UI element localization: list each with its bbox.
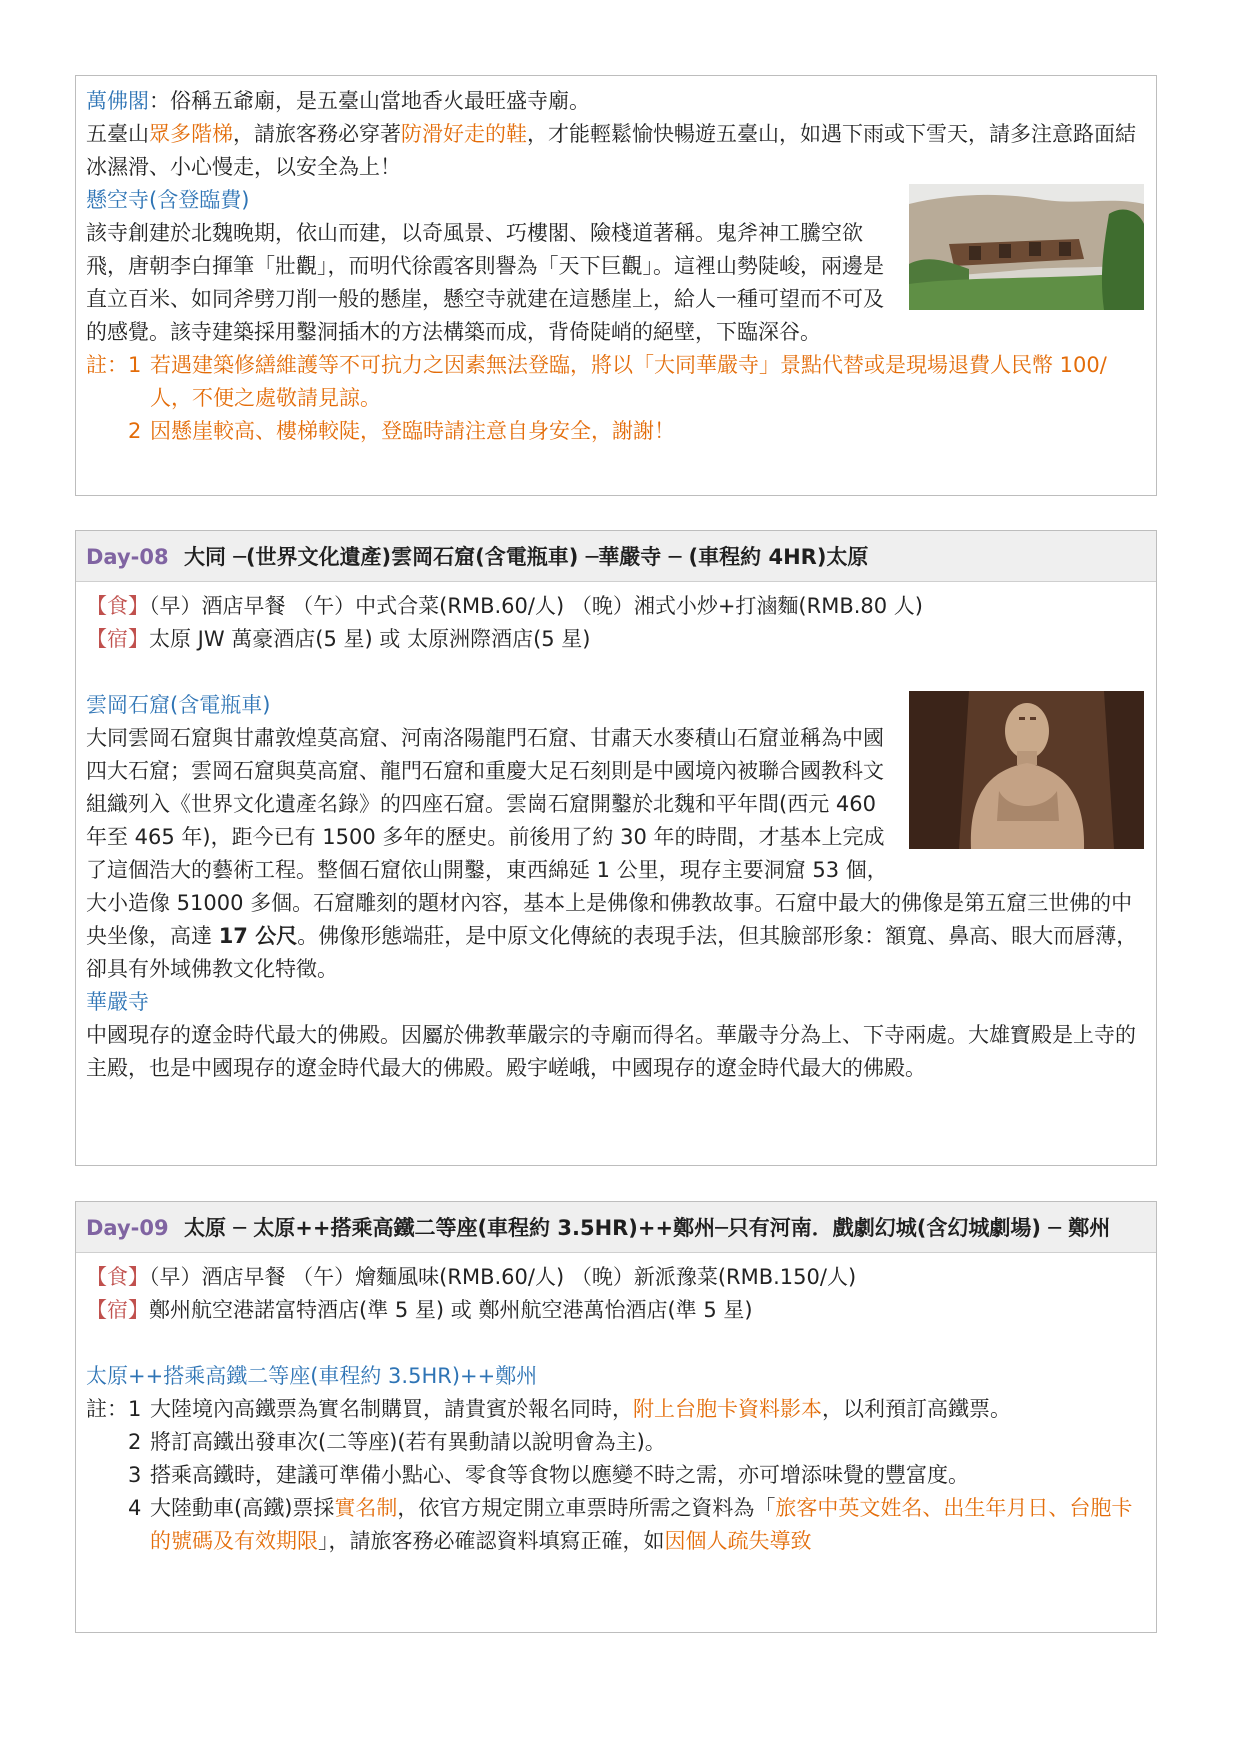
day-08-block bbox=[75, 530, 1157, 1166]
xuankong-title: 懸空寺(含登臨費) bbox=[86, 188, 250, 212]
stairs-tip: 五臺山眾多階梯，請旅客務必穿著防滑好走的鞋，才能輕鬆愉快暢遊五臺山，如遇下雨或下雪天，請多注意路面結冰濕滑、小心慢走，以安全為上！ bbox=[86, 122, 1136, 179]
hotel-tag: 【宿】 bbox=[86, 627, 149, 651]
day-title: 太原 ─ 太原++搭乘高鐵二等座(車程約 3.5HR)++鄭州─只有河南．戲劇幻城(含幻城劇場) ─ 鄭州 bbox=[184, 1216, 1111, 1240]
note-label: 註： bbox=[86, 353, 128, 377]
note-item: 4 大陸動車(高鐵)票採實名制，依官方規定開立車票時所需之資料為「旅客中英文姓名、出生年月日、台胞卡的號碼及有效期限」，請旅客務必確認資料填寫正確，如因個人疏失導致 bbox=[128, 1496, 1133, 1553]
yungang-buddha-photo bbox=[909, 691, 1144, 849]
meal-tag: 【食】 bbox=[86, 594, 149, 618]
day-label: Day-09 bbox=[86, 1216, 169, 1240]
hotel-tag: 【宿】 bbox=[86, 1298, 149, 1322]
note-item: 3 搭乘高鐵時，建議可準備小點心、零食等食物以應變不時之需，亦可增添味覺的豐富度。 bbox=[128, 1463, 969, 1487]
train-notes bbox=[86, 1393, 1144, 1558]
day-09-block bbox=[75, 1201, 1157, 1633]
day-08-header bbox=[76, 531, 1156, 582]
attraction-block-wutai bbox=[75, 75, 1157, 496]
note-label: 註： bbox=[86, 1397, 128, 1421]
huayan-description: 中國現存的遼金時代最大的佛殿。因屬於佛教華嚴宗的寺廟而得名。華嚴寺分為上、下寺兩處。大雄寶殿是上寺的主殿，也是中國現存的遼金時代最大的佛殿。殿宇嵯峨，中國現存的遼金時代最大的佛殿。 bbox=[86, 1023, 1136, 1080]
meal-line: 【食】（早）酒店早餐 （午）燴麵風味(RMB.60/人) （晚）新派豫菜(RMB.150/人) bbox=[86, 1265, 857, 1289]
meal-line: 【食】（早）酒店早餐 （午）中式合菜(RMB.60/人) （晚）湘式小炒+打滷麵(RMB.80 人) bbox=[86, 594, 923, 618]
meal-tag: 【食】 bbox=[86, 1265, 149, 1289]
wanfo-paragraph: 萬佛閣：俗稱五爺廟，是五臺山當地香火最旺盛寺廟。 bbox=[86, 89, 590, 113]
note-item: 2 將訂高鐵出發車次(二等座)(若有異動請以說明會為主)。 bbox=[128, 1430, 666, 1454]
train-title: 太原++搭乘高鐵二等座(車程約 3.5HR)++鄭州 bbox=[86, 1364, 538, 1388]
yungang-description: 大同雲岡石窟與甘肅敦煌莫高窟、河南洛陽龍門石窟、甘肅天水麥積山石窟並稱為中國四大石窟；雲岡石窟與莫高窟、龍門石窟和重慶大足石刻則是中國境內被聯合國教科文組織列入《世界文化遺產名錄》的四座石窟。雲崗石窟開鑿於北魏和平年間(西元 460 年至 465 年)，距今已有 1500 多年的歷史。前後用了約 30 年的時間，才基本上完成了這個浩大的藝術工程。整個石窟依山開鑿，東西綿延 1 公里，現存主要洞窟 53 個，大小造像 51000 多個。石窟雕刻的題材內容，基本上是佛像和佛教故事。石窟中最大的佛像是第五窟三世佛的中央坐像，高達 17 公尺。佛像形態端莊，是中原文化傳統的表現手法，但其臉部形象：額寬、鼻高、眼大而唇薄，卻具有外域佛教文化特徵。 bbox=[86, 726, 1138, 981]
hotel-line: 【宿】鄭州航空港諾富特酒店(準 5 星) 或 鄭州航空港萬怡酒店(準 5 星) bbox=[86, 1298, 753, 1322]
xuankong-description: 該寺創建於北魏晚期，依山而建，以奇風景、巧樓閣、險棧道著稱。鬼斧神工騰空欲飛，唐朝李白揮筆「壯觀」，而明代徐霞客則譽為「天下巨觀」。這裡山勢陡峻，兩邊是直立百米、如同斧劈刀削一般的懸崖，懸空寺就建在這懸崖上，給人一種可望而不可及的感覺。該寺建築採用鑿洞插木的方法構築而成，背倚陡峭的絕壁，下臨深谷。 bbox=[86, 221, 884, 344]
note-item: 2 因懸崖較高、樓梯較陡，登臨時請注意自身安全，謝謝！ bbox=[128, 419, 675, 443]
note-item: 1 若遇建築修繕維護等不可抗力之因素無法登臨，將以「大同華嚴寺」景點代替或是現場退費人民幣 100/人，不便之處敬請見諒。 bbox=[128, 353, 1107, 410]
yungang-title: 雲岡石窟(含電瓶車) bbox=[86, 693, 271, 717]
day-title: 大同 ─(世界文化遺產)雲岡石窟(含電瓶車) ─華嚴寺 ─ (車程約 4HR)太原 bbox=[184, 545, 869, 569]
day-label: Day-08 bbox=[86, 545, 169, 569]
note-item: 1 大陸境內高鐵票為實名制購買，請貴賓於報名同時，附上台胞卡資料影本，以利預訂高鐵票。 bbox=[128, 1397, 1011, 1421]
wanfo-title: 萬佛閣 bbox=[86, 89, 149, 113]
huayan-title: 華嚴寺 bbox=[86, 990, 149, 1014]
xuankong-temple-photo bbox=[909, 184, 1144, 310]
day-09-header bbox=[76, 1202, 1156, 1253]
xuankong-notes bbox=[86, 349, 1144, 448]
hotel-line: 【宿】太原 JW 萬豪酒店(5 星) 或 太原洲際酒店(5 星) bbox=[86, 627, 591, 651]
